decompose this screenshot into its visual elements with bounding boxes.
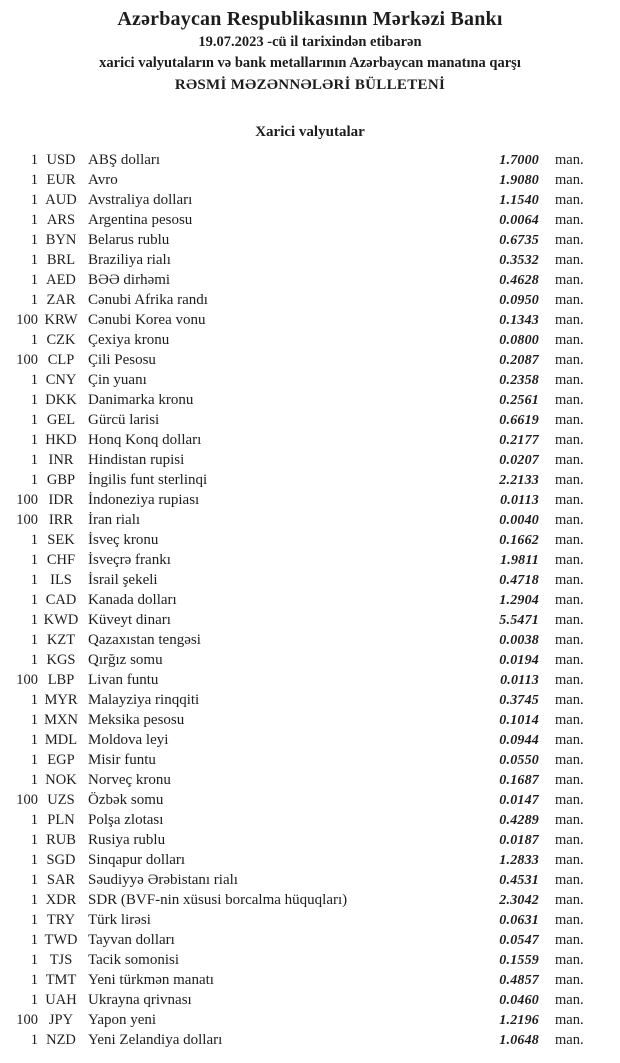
row-unit: man.	[555, 732, 584, 748]
table-row	[12, 470, 591, 490]
row-currency-code: GBP	[46, 472, 76, 488]
row-currency-code: TWD	[44, 932, 78, 948]
row-unit: man.	[555, 672, 584, 688]
row-currency-code: UAH	[45, 992, 77, 1008]
row-currency-name: BƏƏ dirhəmi	[88, 272, 171, 288]
table-row	[12, 930, 591, 950]
row-unit: man.	[555, 492, 584, 508]
row-quantity: 1	[30, 952, 38, 968]
table-row	[12, 1010, 591, 1030]
row-currency-name: Braziliya rialı	[88, 252, 171, 268]
row-unit: man.	[555, 472, 584, 488]
row-quantity: 1	[30, 172, 38, 188]
row-unit: man.	[555, 352, 584, 368]
row-currency-name: İsveçrə frankı	[88, 552, 171, 568]
subtitle-line: xarici valyutaların və bank metallarının Azərbaycan manatına qarşı	[99, 55, 521, 71]
row-currency-code: CLP	[47, 352, 75, 368]
row-quantity: 1	[30, 912, 38, 928]
row-rate: 0.4289	[499, 813, 539, 828]
row-quantity: 1	[30, 752, 38, 768]
row-unit: man.	[555, 152, 584, 168]
row-unit: man.	[555, 912, 584, 928]
row-currency-code: GEL	[46, 412, 76, 428]
table-row	[12, 450, 591, 470]
row-currency-code: NOK	[45, 772, 77, 788]
row-quantity: 1	[30, 852, 38, 868]
row-quantity: 100	[16, 1012, 38, 1028]
row-quantity: 1	[30, 432, 38, 448]
row-quantity: 1	[30, 612, 38, 628]
row-rate: 0.0631	[499, 913, 539, 928]
row-currency-name: Səudiyyə Ərəbistanı rialı	[88, 872, 238, 888]
row-rate: 0.2358	[499, 373, 539, 388]
row-currency-name: Özbək somu	[88, 792, 164, 808]
row-currency-name: Gürcü larisi	[88, 412, 160, 428]
row-rate: 0.3745	[499, 693, 539, 708]
row-rate: 0.4718	[499, 573, 539, 588]
row-currency-code: AED	[46, 272, 76, 288]
row-unit: man.	[555, 212, 584, 228]
row-currency-code: JPY	[48, 1012, 74, 1028]
row-rate: 1.0648	[499, 1033, 539, 1048]
row-quantity: 1	[30, 992, 38, 1008]
row-currency-name: Argentina pesosu	[88, 212, 193, 228]
row-currency-code: RUB	[46, 832, 76, 848]
row-quantity: 1	[30, 812, 38, 828]
row-rate: 0.0207	[499, 453, 539, 468]
row-currency-code: AUD	[45, 192, 77, 208]
row-currency-name: Tacik somonisi	[88, 952, 180, 968]
table-row	[12, 1030, 591, 1050]
table-row	[12, 570, 591, 590]
row-unit: man.	[555, 892, 584, 908]
row-currency-name: Livan funtu	[88, 672, 159, 688]
row-currency-name: Qırğız somu	[88, 652, 163, 668]
row-rate: 0.3532	[499, 253, 539, 268]
row-rate: 0.0800	[499, 333, 539, 348]
row-unit: man.	[555, 852, 584, 868]
row-rate: 0.1343	[499, 313, 539, 328]
row-unit: man.	[555, 772, 584, 788]
row-currency-code: NZD	[46, 1032, 76, 1048]
row-currency-code: MXN	[44, 712, 78, 728]
row-rate: 1.2196	[499, 1013, 539, 1028]
row-unit: man.	[555, 992, 584, 1008]
row-quantity: 1	[30, 1032, 38, 1048]
row-rate: 0.1687	[499, 773, 539, 788]
table-row	[12, 530, 591, 550]
row-quantity: 1	[30, 372, 38, 388]
row-unit: man.	[555, 192, 584, 208]
row-currency-code: SGD	[46, 852, 76, 868]
row-rate: 0.1559	[499, 953, 539, 968]
row-currency-name: İsveç kronu	[88, 532, 159, 548]
row-rate: 1.7000	[499, 153, 539, 168]
row-unit: man.	[555, 812, 584, 828]
row-unit: man.	[555, 312, 584, 328]
row-currency-code: CHF	[46, 552, 76, 568]
row-unit: man.	[555, 332, 584, 348]
row-currency-name: Danimarka kronu	[88, 392, 194, 408]
row-unit: man.	[555, 272, 584, 288]
row-currency-name: Cənubi Korea vonu	[88, 312, 206, 328]
row-quantity: 1	[30, 552, 38, 568]
row-currency-code: SAR	[46, 872, 76, 888]
row-quantity: 1	[30, 272, 38, 288]
row-currency-name: Yeni türkmən manatı	[88, 972, 214, 988]
table-row	[12, 970, 591, 990]
row-quantity: 100	[16, 512, 38, 528]
row-rate: 0.2177	[499, 433, 539, 448]
row-unit: man.	[555, 612, 584, 628]
row-rate: 1.1540	[499, 193, 539, 208]
table-row	[12, 790, 591, 810]
row-unit: man.	[555, 432, 584, 448]
row-rate: 1.2833	[499, 853, 539, 868]
table-row	[12, 350, 591, 370]
table-row	[12, 250, 591, 270]
row-currency-code: KRW	[44, 312, 78, 328]
table-row	[12, 750, 591, 770]
row-quantity: 1	[30, 972, 38, 988]
row-currency-code: PLN	[47, 812, 75, 828]
row-currency-name: Honq Konq dolları	[88, 432, 202, 448]
row-currency-code: INR	[48, 452, 74, 468]
row-currency-name: Yeni Zelandiya dolları	[88, 1032, 223, 1048]
row-quantity: 1	[30, 212, 38, 228]
row-currency-code: TJS	[49, 952, 73, 968]
row-currency-code: MYR	[44, 692, 78, 708]
row-quantity: 1	[30, 692, 38, 708]
row-unit: man.	[555, 952, 584, 968]
row-currency-name: Qazaxıstan tengəsi	[88, 632, 201, 648]
row-currency-name: Yapon yeni	[88, 1012, 157, 1028]
row-currency-name: Kanada dolları	[88, 592, 177, 608]
row-rate: 0.6619	[499, 413, 539, 428]
row-quantity: 1	[30, 592, 38, 608]
row-currency-name: Tayvan dolları	[88, 932, 175, 948]
row-currency-name: Türk lirəsi	[88, 912, 151, 928]
row-currency-code: IRR	[48, 512, 74, 528]
row-unit: man.	[555, 1032, 584, 1048]
row-quantity: 100	[16, 352, 38, 368]
row-quantity: 1	[30, 412, 38, 428]
row-currency-name: ABŞ dolları	[88, 152, 161, 168]
row-rate: 1.9811	[500, 553, 539, 568]
row-rate: 0.0550	[499, 753, 539, 768]
row-rate: 5.5471	[499, 613, 539, 628]
row-quantity: 1	[30, 892, 38, 908]
table-row	[12, 170, 591, 190]
row-unit: man.	[555, 712, 584, 728]
row-currency-name: Misir funtu	[88, 752, 156, 768]
row-quantity: 100	[16, 492, 38, 508]
bank-title: Azərbaycan Respublikasının Mərkəzi Bankı	[117, 8, 503, 30]
row-currency-name: Ukrayna qrivnası	[88, 992, 192, 1008]
table-row	[12, 670, 591, 690]
table-row	[12, 390, 591, 410]
row-rate: 0.0113	[500, 673, 539, 688]
row-currency-code: KWD	[43, 612, 79, 628]
table-row	[12, 990, 591, 1010]
row-quantity: 1	[30, 232, 38, 248]
row-rate: 0.4857	[499, 973, 539, 988]
row-quantity: 1	[30, 772, 38, 788]
row-currency-name: Rusiya rublu	[88, 832, 166, 848]
row-unit: man.	[555, 832, 584, 848]
row-unit: man.	[555, 792, 584, 808]
row-rate: 0.6735	[499, 233, 539, 248]
table-row	[12, 190, 591, 210]
row-currency-code: BYN	[45, 232, 77, 248]
bulletin-title: RƏSMİ MƏZƏNNƏLƏRİ BÜLLETENİ	[174, 77, 446, 93]
row-currency-code: MDL	[44, 732, 78, 748]
row-currency-code: CNY	[45, 372, 77, 388]
table-row	[12, 410, 591, 430]
table-row	[12, 850, 591, 870]
row-currency-name: Avro	[88, 172, 118, 188]
row-unit: man.	[555, 512, 584, 528]
rates-table-body	[0, 150, 620, 1050]
row-quantity: 100	[16, 792, 38, 808]
row-unit: man.	[555, 652, 584, 668]
row-currency-code: DKK	[45, 392, 77, 408]
row-currency-name: Malayziya rinqqiti	[88, 692, 200, 708]
row-currency-code: UZS	[47, 792, 75, 808]
row-currency-code: CAD	[45, 592, 77, 608]
table-row	[12, 890, 591, 910]
row-quantity: 1	[30, 252, 38, 268]
row-currency-name: Cənubi Afrika randı	[88, 292, 208, 308]
row-unit: man.	[555, 752, 584, 768]
row-quantity: 1	[30, 332, 38, 348]
row-unit: man.	[555, 252, 584, 268]
row-currency-code: CZK	[46, 332, 76, 348]
row-unit: man.	[555, 232, 584, 248]
row-unit: man.	[555, 552, 584, 568]
row-rate: 0.0944	[499, 733, 539, 748]
row-rate: 0.0460	[499, 993, 539, 1008]
row-rate: 0.4628	[499, 273, 539, 288]
row-currency-name: Sinqapur dolları	[88, 852, 186, 868]
row-currency-name: Çexiya kronu	[88, 332, 170, 348]
row-rate: 0.0547	[499, 933, 539, 948]
row-rate: 0.0950	[499, 293, 539, 308]
table-row	[12, 710, 591, 730]
row-rate: 0.0187	[499, 833, 539, 848]
row-unit: man.	[555, 292, 584, 308]
table-row	[12, 910, 591, 930]
row-currency-name: Polşa zlotası	[88, 812, 164, 828]
row-quantity: 1	[30, 572, 38, 588]
row-quantity: 1	[30, 392, 38, 408]
row-currency-code: LBP	[47, 672, 75, 688]
row-quantity: 1	[30, 832, 38, 848]
row-quantity: 100	[16, 672, 38, 688]
row-unit: man.	[555, 172, 584, 188]
row-unit: man.	[555, 632, 584, 648]
row-currency-code: HKD	[45, 432, 77, 448]
row-rate: 0.0113	[500, 493, 539, 508]
row-currency-name: İndoneziya rupiası	[88, 492, 200, 508]
table-row	[12, 290, 591, 310]
row-rate: 0.1014	[499, 713, 539, 728]
table-row	[12, 810, 591, 830]
row-quantity: 1	[30, 652, 38, 668]
table-row	[12, 770, 591, 790]
row-rate: 0.0040	[499, 513, 539, 528]
row-rate: 0.4531	[499, 873, 539, 888]
table-row	[12, 510, 591, 530]
table-row	[12, 330, 591, 350]
row-quantity: 1	[30, 872, 38, 888]
row-currency-code: EUR	[46, 172, 76, 188]
row-quantity: 1	[30, 292, 38, 308]
row-quantity: 1	[30, 712, 38, 728]
row-rate: 1.9080	[499, 173, 539, 188]
table-row	[12, 650, 591, 670]
row-quantity: 100	[16, 312, 38, 328]
row-currency-name: Meksika pesosu	[88, 712, 185, 728]
row-currency-code: IDR	[48, 492, 74, 508]
table-row	[12, 270, 591, 290]
table-row	[12, 550, 591, 570]
row-currency-name: Norveç kronu	[88, 772, 171, 788]
row-currency-code: ZAR	[46, 292, 76, 308]
row-rate: 0.0147	[499, 793, 539, 808]
table-row	[12, 590, 591, 610]
table-row	[12, 610, 591, 630]
row-currency-code: USD	[46, 152, 76, 168]
row-currency-name: İsrail şekeli	[88, 572, 158, 588]
row-unit: man.	[555, 372, 584, 388]
row-rate: 2.2133	[499, 473, 539, 488]
row-currency-code: EGP	[47, 752, 75, 768]
row-unit: man.	[555, 572, 584, 588]
row-rate: 0.2087	[499, 353, 539, 368]
row-unit: man.	[555, 412, 584, 428]
table-row	[12, 870, 591, 890]
row-currency-name: İran rialı	[88, 512, 141, 528]
table-row	[12, 830, 591, 850]
row-rate: 0.0038	[499, 633, 539, 648]
row-currency-name: SDR (BVF-nin xüsusi borcalma hüquqları)	[88, 892, 348, 908]
row-currency-name: Moldova leyi	[88, 732, 169, 748]
section-title-foreign-currencies: Xarici valyutalar	[255, 124, 365, 140]
row-currency-name: İngilis funt sterlinqi	[88, 472, 208, 488]
row-quantity: 1	[30, 732, 38, 748]
row-currency-code: KGS	[46, 652, 76, 668]
row-rate: 0.2561	[499, 393, 539, 408]
bulletin-header	[0, 0, 620, 96]
row-quantity: 1	[30, 452, 38, 468]
row-rate: 1.2904	[499, 593, 539, 608]
row-currency-code: BRL	[46, 252, 76, 268]
row-unit: man.	[555, 692, 584, 708]
table-row	[12, 730, 591, 750]
row-currency-code: XDR	[45, 892, 77, 908]
row-currency-code: SEK	[47, 532, 75, 548]
row-currency-name: Belarus rublu	[88, 232, 170, 248]
table-row	[12, 370, 591, 390]
row-quantity: 1	[30, 152, 38, 168]
row-currency-name: Küveyt dinarı	[88, 612, 171, 628]
row-unit: man.	[555, 592, 584, 608]
row-currency-name: Çin yuanı	[88, 372, 147, 388]
row-unit: man.	[555, 1012, 584, 1028]
table-row	[12, 950, 591, 970]
row-unit: man.	[555, 532, 584, 548]
table-row	[12, 210, 591, 230]
row-quantity: 1	[30, 532, 38, 548]
row-unit: man.	[555, 872, 584, 888]
row-unit: man.	[555, 452, 584, 468]
table-row	[12, 630, 591, 650]
row-rate: 0.1662	[499, 533, 539, 548]
row-rate: 0.0194	[499, 653, 539, 668]
table-row	[12, 490, 591, 510]
row-unit: man.	[555, 972, 584, 988]
row-quantity: 1	[30, 632, 38, 648]
table-row	[12, 150, 591, 170]
row-currency-code: TRY	[46, 912, 76, 928]
row-currency-code: ARS	[46, 212, 76, 228]
table-row	[12, 690, 591, 710]
row-quantity: 1	[30, 932, 38, 948]
row-currency-name: Hindistan rupisi	[88, 452, 185, 468]
row-currency-code: KZT	[46, 632, 76, 648]
row-quantity: 1	[30, 472, 38, 488]
row-currency-code: TMT	[45, 972, 77, 988]
table-row	[12, 230, 591, 250]
row-currency-code: ILS	[50, 572, 72, 588]
table-row	[12, 430, 591, 450]
row-unit: man.	[555, 392, 584, 408]
table-row	[12, 310, 591, 330]
effective-date-line: 19.07.2023 -cü il tarixindən etibarən	[198, 34, 422, 50]
row-currency-name: Avstraliya dolları	[88, 192, 193, 208]
row-currency-name: Çili Pesosu	[88, 352, 156, 368]
row-unit: man.	[555, 932, 584, 948]
row-quantity: 1	[30, 192, 38, 208]
row-rate: 0.0064	[499, 213, 539, 228]
row-rate: 2.3042	[499, 893, 539, 908]
